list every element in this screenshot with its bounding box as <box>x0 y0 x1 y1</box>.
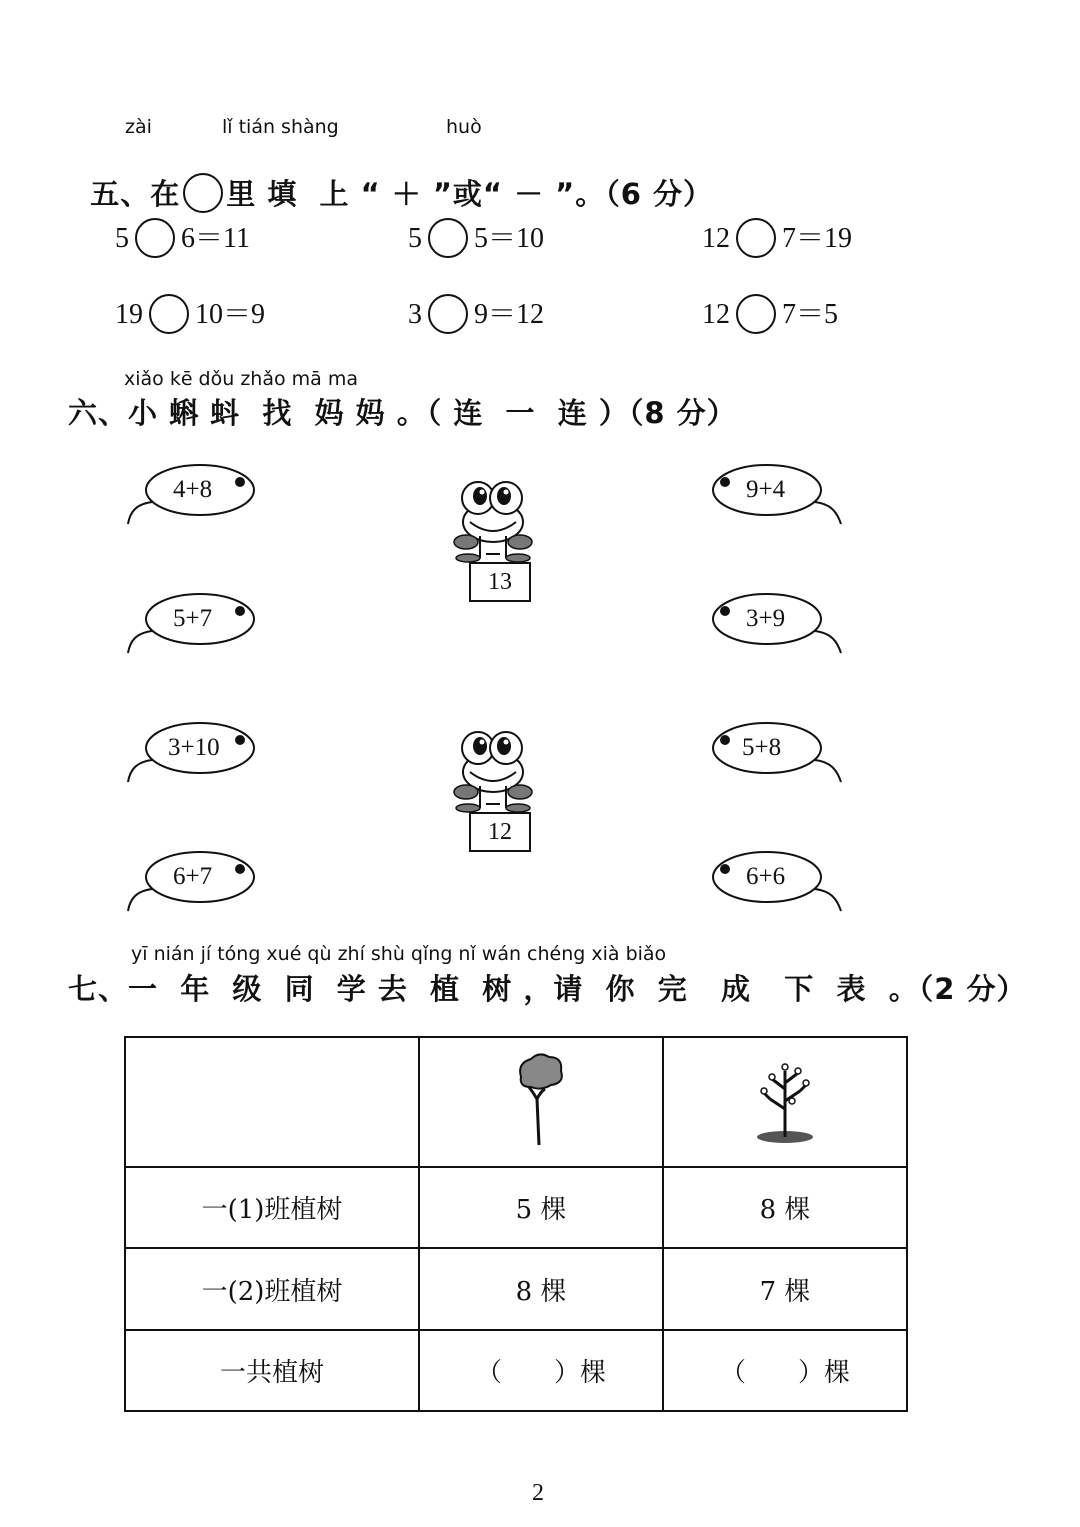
section5-heading-pre: 五、在 <box>90 177 181 211</box>
equation-right: 7＝5 <box>782 299 839 330</box>
equation-left: 19 <box>115 299 143 330</box>
small-tree-count: 7 棵 <box>663 1248 907 1330</box>
bubble-label: 3+10 <box>168 734 220 761</box>
pinyin-huo: huò <box>446 116 482 138</box>
table-header-cell <box>663 1037 907 1167</box>
equation-right: 5＝10 <box>474 223 545 254</box>
bubble-label: 5+8 <box>742 734 782 761</box>
equation <box>408 292 544 337</box>
big-tree-count: 5 棵 <box>419 1167 663 1248</box>
row-label: 一(2)班植树 <box>125 1248 419 1330</box>
section7-pinyin: yī nián jí tóng xué qù zhí shù qǐng nǐ wán chéng xià biǎo <box>131 943 667 965</box>
equation-left: 12 <box>702 299 730 330</box>
equation <box>115 216 250 261</box>
bubble-label: 6+7 <box>173 863 213 890</box>
answer-circle[interactable] <box>149 294 189 334</box>
page-number: 2 <box>532 1480 544 1506</box>
big-tree-count: 8 棵 <box>419 1248 663 1330</box>
frog-number-box: 12 <box>469 812 531 852</box>
bubble-label: 9+4 <box>746 476 786 503</box>
answer-circle[interactable] <box>736 294 776 334</box>
equation-right: 7＝19 <box>782 223 853 254</box>
bubble-label: 3+9 <box>746 605 786 632</box>
equation-left: 3 <box>408 299 422 330</box>
equation-left: 12 <box>702 223 730 254</box>
connect-dot[interactable] <box>235 864 245 874</box>
equation-right: 9＝12 <box>474 299 545 330</box>
connect-dot[interactable] <box>720 477 730 487</box>
bubble-label: 4+8 <box>173 476 213 503</box>
row-label: 一(1)班植树 <box>125 1167 419 1248</box>
bubble-label: 6+6 <box>746 863 786 890</box>
pinyin-li-tian-shang: lǐ tián shàng <box>222 116 339 138</box>
table-corner-cell <box>125 1037 419 1167</box>
equation <box>408 216 544 261</box>
equation <box>702 292 838 337</box>
equation-right: 6＝11 <box>181 223 250 254</box>
equation-left: 5 <box>408 223 422 254</box>
section5-heading <box>68 138 713 216</box>
connect-dot[interactable] <box>235 606 245 616</box>
table-row <box>125 1167 907 1248</box>
section7-heading: 七、一 年 级 同 学 去 植 树 ，请 你 完 成 下 表 。（2 分） <box>68 972 1027 1006</box>
section5-heading-post: 里 填 上 “ ＋ ”或“ － ”。（6 分） <box>226 177 714 211</box>
connect-dot[interactable] <box>235 735 245 745</box>
bubble-label: 5+7 <box>173 605 213 632</box>
answer-circle[interactable] <box>428 294 468 334</box>
pinyin-zai: zài <box>125 116 152 138</box>
big-tree-icon <box>511 1049 571 1149</box>
table-row <box>125 1330 907 1411</box>
equation <box>702 216 852 261</box>
answer-circle[interactable] <box>428 218 468 258</box>
frog-icon <box>448 474 538 564</box>
sapling-icon <box>750 1049 820 1149</box>
table-header-cell <box>419 1037 663 1167</box>
connect-dot[interactable] <box>720 606 730 616</box>
frog-number-box: 13 <box>469 562 531 602</box>
table-header-row <box>125 1037 907 1167</box>
answer-circle[interactable] <box>736 218 776 258</box>
small-tree-count: 8 棵 <box>663 1167 907 1248</box>
equation-right: 10＝9 <box>195 299 266 330</box>
connect-dot[interactable] <box>720 735 730 745</box>
answer-circle[interactable] <box>135 218 175 258</box>
connect-dot[interactable] <box>235 477 245 487</box>
section6-pinyin: xiǎo kē dǒu zhǎo mā ma <box>124 368 358 390</box>
tree-table <box>124 1036 908 1412</box>
table-row <box>125 1248 907 1330</box>
circle-icon <box>183 173 223 213</box>
small-tree-answer[interactable]: （ ）棵 <box>663 1330 907 1411</box>
row-label: 一共植树 <box>125 1330 419 1411</box>
frog-icon <box>448 724 538 814</box>
equation-left: 5 <box>115 223 129 254</box>
section6-heading: 六、小 蝌 蚪 找 妈 妈 。（ 连 一 连 ）（8 分） <box>68 396 737 430</box>
connect-dot[interactable] <box>720 864 730 874</box>
equation <box>115 292 265 337</box>
big-tree-answer[interactable]: （ ）棵 <box>419 1330 663 1411</box>
